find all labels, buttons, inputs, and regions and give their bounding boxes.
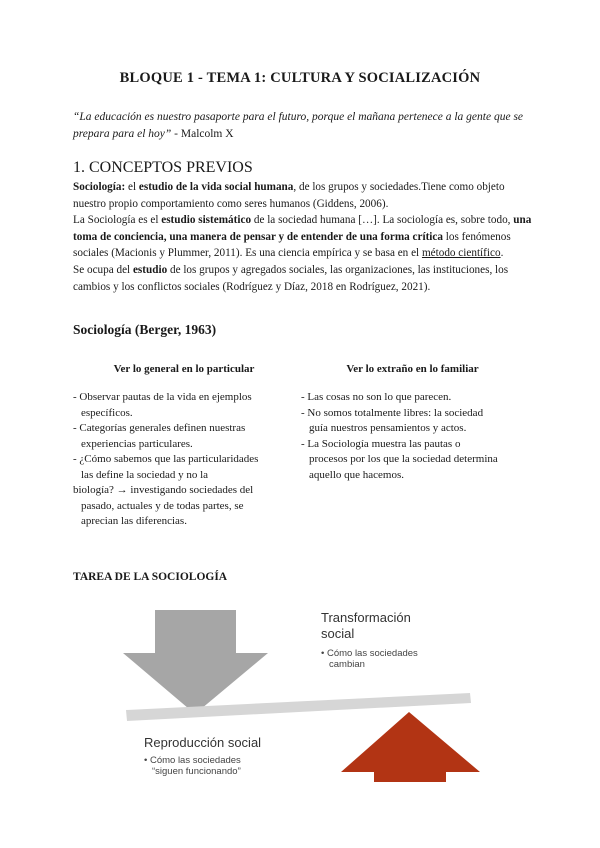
transformacion-bullet	[321, 648, 418, 670]
text-run: La Sociología es el	[73, 214, 162, 227]
reproduccion-title: Reproducción social	[144, 735, 262, 750]
reproduccion-bullet	[144, 755, 241, 777]
bullet-line: • Cómo las sociedades	[321, 648, 418, 659]
bullet-line: “siguen funcionando”	[152, 766, 241, 777]
bullet-line: • Cómo las sociedades	[144, 755, 241, 766]
list-line: - La Sociología muestra las pautas o	[301, 437, 461, 450]
transformacion-title	[321, 610, 411, 642]
text-run: el	[125, 181, 139, 193]
title-line: social	[321, 626, 355, 641]
term-sociologia: Sociología:	[73, 181, 126, 193]
list-line: experiencias particulares.	[81, 437, 193, 450]
page-title: BLOQUE 1 - TEMA 1: CULTURA Y SOCIALIZACIÓN	[119, 70, 481, 86]
list-line: aprecian las diferencias.	[81, 515, 187, 527]
text-run: Se ocupa del	[73, 263, 133, 276]
list-line: - Observar pautas de la vida en ejemplos	[73, 391, 252, 403]
up-arrow-shape	[341, 712, 480, 782]
list-line: - ¿Cómo sabemos que las particularidades	[73, 453, 259, 465]
text-run: los fenómenos sociales (Macionis y Plummer, 2011). Es una ciencia empírica y se basa en el	[73, 230, 511, 260]
bold-run: estudio sistemático	[161, 214, 252, 227]
section-heading-berger: Sociología (Berger, 1963)	[73, 322, 217, 337]
list-line: las define la sociedad y no la	[81, 468, 209, 481]
bold-run: estudio	[132, 263, 168, 276]
paragraph-estudio	[73, 262, 538, 295]
list-line: procesos por los que la sociedad determina	[309, 453, 498, 465]
paragraph-definicion	[73, 179, 538, 212]
column-extrano	[301, 390, 536, 483]
list-line: aquello que hacemos.	[309, 468, 404, 481]
list-line: específicos.	[81, 406, 133, 419]
list-line: guía nuestros pensamientos y actos.	[309, 422, 467, 434]
quote-text: “La educación es nuestro pasaporte para el futuro, porque el mañana pertenece a la gente que se prepara para el hoy”	[73, 111, 524, 140]
text-run: de los grupos y agregados sociales, las organizaciones, las instituciones, los cambios y los conflictos sociales (Rodríguez y Díaz, 2018 en Rodríguez, 2021).	[73, 263, 509, 293]
list-line: pasado, actuales y de todas partes, se	[81, 499, 244, 512]
epigraph-quote	[73, 109, 543, 143]
tarea-diagram	[0, 590, 600, 800]
column-general	[73, 390, 298, 530]
down-arrow-shape	[123, 610, 268, 714]
bold-run: una toma de conciencia, una manera de pensar y de entender de una forma crítica	[73, 214, 532, 243]
list-line: biología? → investigando sociedades del	[73, 484, 254, 496]
list-line: - Las cosas no son lo que parecen.	[301, 391, 452, 403]
text-run: , de los grupos y sociedades.Tiene como objeto nuestro propio comportamiento como seres humanos (Giddens, 2006).	[73, 181, 505, 210]
bold-run: estudio de la vida social humana	[138, 181, 294, 193]
paragraph-sistematico	[73, 212, 538, 262]
conceptos-body	[73, 179, 538, 295]
column-header-general: Ver lo general en lo particular	[113, 363, 255, 375]
list-line: - No somos totalmente libres: la sociedad	[301, 406, 484, 419]
title-line: Transformación	[321, 610, 411, 625]
list-line: - Categorías generales definen nuestras	[73, 422, 246, 434]
section-heading-tarea: TAREA DE LA SOCIOLOGÍA	[73, 571, 228, 583]
quote-author: - Malcolm X	[171, 128, 234, 140]
bullet-line: cambian	[329, 659, 365, 670]
text-run: de la sociedad humana […]. La sociología es, sobre todo,	[251, 214, 514, 227]
underlined-run: método científico	[421, 247, 501, 260]
section-heading-conceptos: 1. CONCEPTOS PREVIOS	[73, 159, 253, 176]
text-run: .	[500, 247, 504, 260]
column-header-extrano: Ver lo extraño en lo familiar	[346, 363, 479, 375]
